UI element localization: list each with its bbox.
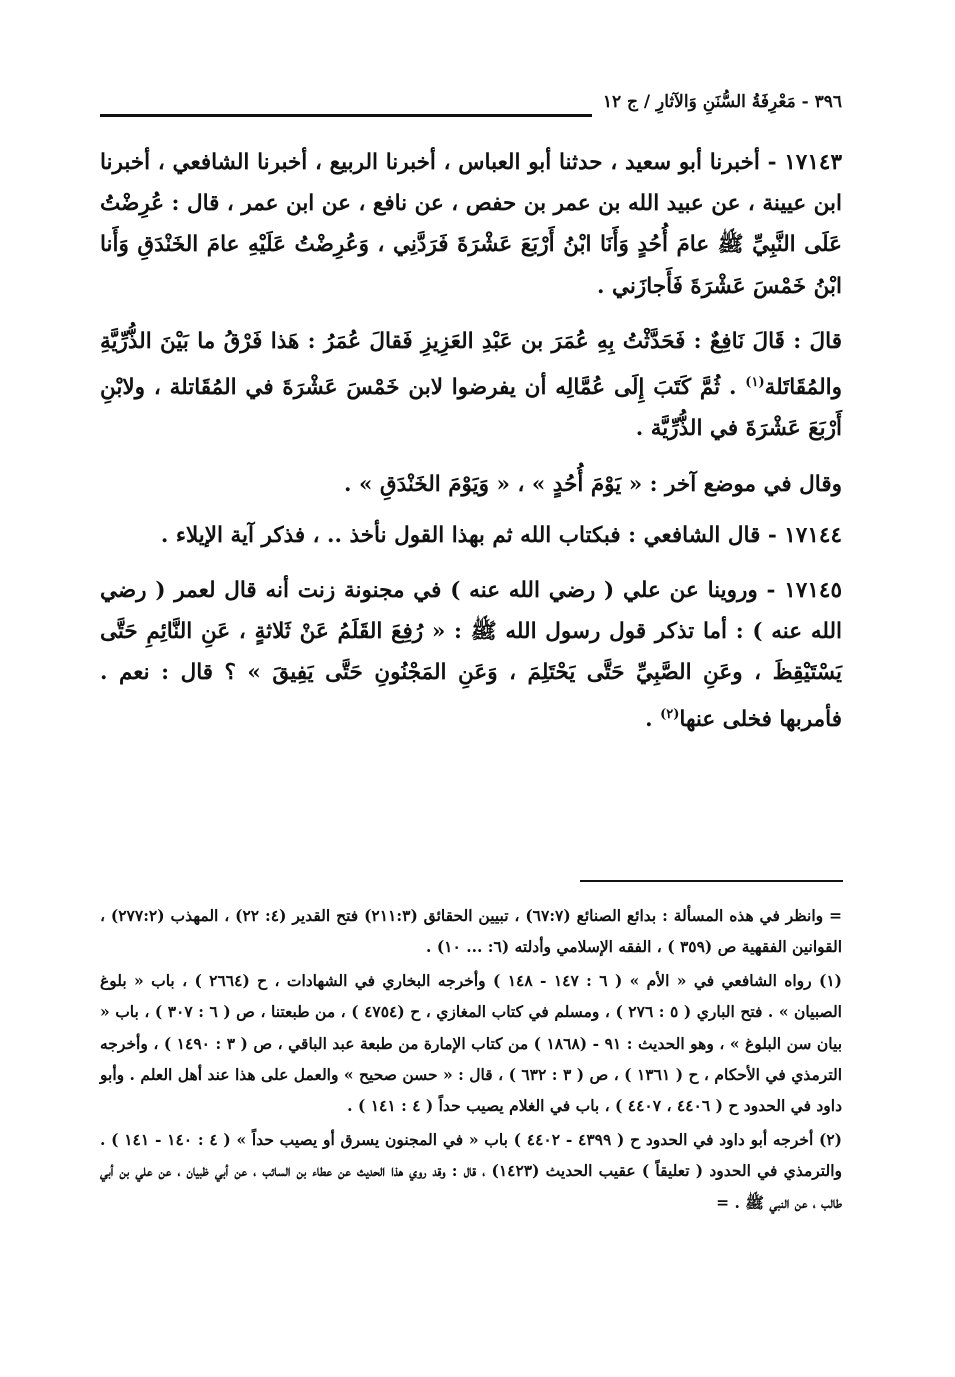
running-head [100, 92, 842, 120]
paragraph-text: ١٧١٤٤ - قال الشافعي : فبكتاب الله ثم بهذا القول نأخذ .. ، فذكر آية الإيلاء . [160, 522, 842, 548]
paragraph-text-tail: . [645, 706, 661, 732]
variant-paragraph [100, 464, 842, 505]
page [100, 92, 842, 754]
footnotes [100, 900, 842, 1220]
hadith-17144 [100, 515, 842, 556]
running-head-title: ٣٩٦ - مَعْرِفَةُ السُّنَنِ وَالآثارِ / ج ١٢ [602, 92, 842, 112]
footnote-2: (٢) أخرجه أبو داود في الحدود ح ( ٤٣٩٩ - ٤٤٠٢ ) باب « في المجنون يسرق أو يصيب حداً » ( ٤ : ١٤٠ - ١٤١ ) . والترمذي في الحدود ( تعليقاً ) عقيب الحديث (١٤٢٣) ، قال : وقد روي هذا الحديث عن عطاء بن السائب ، عن أبي ظبيان ، عن علي بن أبي طالب ، عن النبي ﷺ . = [100, 1129, 843, 1212]
footnote-ref-1: (١) [745, 375, 765, 391]
footnote-continued: = وانظر في هذه المسألة : بدائع الصنائع (٦٧:٧) ، تبيين الحقائق (٢١١:٣) فتح القدير (٤: ٢٢) ، المهذب (٢٧٧:٢) ، القوانين الفقهية ص (٣٥٩ ) ، الفقه الإسلامي وأدلته (٦: ... ١٠) . [100, 906, 843, 957]
paragraph-text: ١٧١٤٣ - أخبرنا أبو سعيد ، حدثنا أبو العباس ، أخبرنا الربيع ، أخبرنا الشافعي ، أخبرنا ابن عيينة ، عن عبيد الله بن عمر بن حفص ، عن نافع ، عن ابن عمر ، قال : عُرِضْتُ عَلَى النَّبِيِّ ﷺ عامَ أُحُدٍ وَأَنَا ابْنُ أَرْبَعَ عَشْرَةَ فَرَدَّنِي ، وَعُرِضْتُ عَلَيْهِ عامَ الخَنْدَقِ وَأَنا ابْنُ خَمْسَ عَشْرَةَ فَأَجازَني . [100, 150, 842, 299]
paragraph-text-tail: . ثُمَّ كَتَبَ إِلَى عُمَّالِه أن يفرضوا لابن خَمْسَ عَشْرَةَ في المُقَاتلة ، ولابْنِ أَرْبَعَ عَشْرَةَ في الذُّرِّيَّة . [100, 375, 842, 442]
paragraph-text: ١٧١٤٥ - وروينا عن علي ( رضي الله عنه ) في مجنونة زنت أنه قال لعمر ( رضي الله عنه ) : أما تذكر قول رسول الله ﷺ : « رُفِعَ القَلَمُ عَنْ ثَلاثةٍ ، عَنِ النَّائِمِ حَتَّى يَسْتَيْقِظَ ، وعَنِ الصَّبِيِّ حَتَّى يَحْتَلِمَ ، وَعَنِ المَجْنُونِ حَتَّى يَفِيقَ » ؟ قال : نعم . فأمربها فخلى عنها [100, 577, 842, 732]
header-rule [100, 114, 592, 117]
paragraph-text: قالَ : قَالَ نَافِعٌ : فَحَدَّثْتُ بِهِ عُمَرَ بن عَبْدِ العَزِيزِ فَقالَ عُمَرُ : هَذا فَرْقُ ما بَيْنَ الذُّرِّيَّةِ والمُقَاتَلة [100, 328, 842, 401]
main-text [100, 142, 842, 740]
hadith-17145 [100, 570, 842, 740]
hadith-17143 [100, 142, 842, 307]
nafi-paragraph [100, 321, 842, 450]
footnote-separator [580, 880, 843, 882]
footnote-ref-2: (٢) [660, 706, 680, 722]
paragraph-text: وقال في موضع آخر : « يَوْمَ أُحُدٍ » ، « وَيَوْمَ الخَنْدَقِ » . [344, 471, 842, 497]
footnote-1: (١) رواه الشافعي في « الأم » ( ٦ : ١٤٧ - ١٤٨ ) وأخرجه البخاري في الشهادات ، ح (٢٦٦٤ ) ، باب « بلوغ الصبيان » . فتح الباري ( ٥ : ٢٧٦ ) ، ومسلم في كتاب المغازي ، ح (٤٧٥٤ ) ، من طبعتنا ، ص ( ٦ : ٣٠٧ ) ، باب « بيان سن البلوغ » ، وهو الحديث : ٩١ - (١٨٦٨ ) من كتاب الإمارة من طبعة عبد الباقي ، ص ( ٣ : ١٤٩٠ ) ، وأخرجه الترمذي في الأحكام ، ح ( ١٣٦١ ) ، ص ( ٣ : ٦٣٢ ) ، قال : « حسن صحيح » والعمل على هذا عند أهل العلم . وأبو داود في الحدود ح ( ٤٤٠٦ ، ٤٤٠٧ ) ، باب في الغلام يصيب حداً ( ٤ : ١٤١ ) . [100, 970, 843, 1116]
